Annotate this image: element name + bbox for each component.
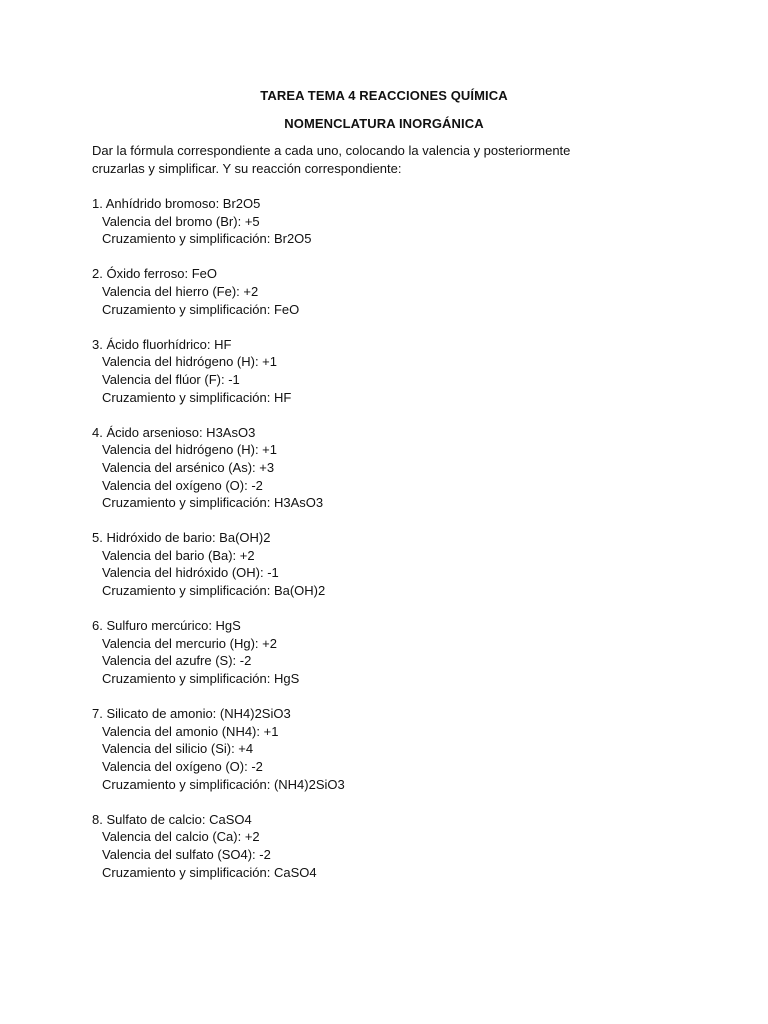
exercise-list (92, 195, 652, 899)
exercise-detail-line: Cruzamiento y simplificación: HgS (102, 671, 300, 687)
instructions-paragraph (92, 142, 612, 177)
document-title: TAREA TEMA 4 REACCIONES QUÍMICA (260, 88, 508, 103)
exercise-detail-line: Valencia del calcio (Ca): +2 (102, 829, 260, 845)
exercise-heading: 1. Anhídrido bromoso: Br2O5 (92, 196, 261, 211)
exercise-item (92, 811, 652, 881)
exercise-heading: 7. Silicato de amonio: (NH4)2SiO3 (92, 706, 291, 722)
exercise-detail-line: Valencia del flúor (F): -1 (102, 371, 240, 387)
exercise-detail-line: Cruzamiento y simplificación: Br2O5 (102, 231, 312, 247)
exercise-detail-line: Valencia del bromo (Br): +5 (102, 213, 260, 229)
exercise-detail-line: Valencia del mercurio (Hg): +2 (102, 635, 277, 651)
exercise-item (92, 195, 652, 248)
exercise-heading: 4. Ácido arsenioso: H3AsO3 (92, 424, 256, 440)
exercise-heading: 6. Sulfuro mercúrico: HgS (92, 618, 241, 634)
exercise-detail-line: Valencia del oxígeno (O): -2 (102, 759, 263, 774)
exercise-detail-line: Valencia del hierro (Fe): +2 (102, 283, 259, 299)
exercise-detail-line: Cruzamiento y simplificación: CaSO4 (102, 864, 317, 880)
exercise-detail-line: Valencia del azufre (S): -2 (102, 653, 252, 669)
instructions-line: Dar la fórmula correspondiente a cada uno, colocando la valencia y posteriormente (92, 143, 571, 158)
exercise-detail-line: Cruzamiento y simplificación: H3AsO3 (102, 495, 324, 511)
exercise-heading: 5. Hidróxido de bario: Ba(OH)2 (92, 530, 271, 546)
exercise-heading: 3. Ácido fluorhídrico: HF (92, 336, 232, 352)
exercise-item (92, 265, 652, 318)
exercise-detail-line: Valencia del sulfato (SO4): -2 (102, 846, 271, 862)
exercise-heading: 8. Sulfato de calcio: CaSO4 (92, 811, 252, 827)
exercise-heading: 2. Óxido ferroso: FeO (92, 266, 217, 282)
exercise-detail-line: Valencia del silicio (Si): +4 (102, 741, 254, 757)
exercise-item (92, 529, 652, 599)
exercise-detail-line: Cruzamiento y simplificación: (NH4)2SiO3 (102, 776, 345, 792)
exercise-detail-line: Valencia del amonio (NH4): +1 (102, 723, 279, 739)
exercise-detail-line: Valencia del bario (Ba): +2 (102, 547, 255, 563)
exercise-detail-line: Valencia del hidrógeno (H): +1 (102, 442, 278, 458)
exercise-detail-line: Valencia del oxígeno (O): -2 (102, 477, 263, 493)
exercise-detail-line: Valencia del arsénico (As): +3 (102, 459, 275, 475)
exercise-item (92, 336, 652, 406)
exercise-item (92, 424, 652, 512)
exercise-detail-line: Cruzamiento y simplificación: HF (102, 389, 292, 405)
exercise-item (92, 705, 652, 793)
instructions-line: cruzarlas y simplificar. Y su reacción correspondiente: (92, 160, 402, 176)
document-subtitle: NOMENCLATURA INORGÁNICA (284, 116, 484, 131)
exercise-detail-line: Valencia del hidrógeno (H): +1 (102, 354, 278, 370)
exercise-detail-line: Valencia del hidróxido (OH): -1 (102, 565, 279, 581)
exercise-item (92, 617, 652, 687)
exercise-detail-line: Cruzamiento y simplificación: Ba(OH)2 (102, 583, 326, 599)
exercise-detail-line: Cruzamiento y simplificación: FeO (102, 301, 300, 317)
